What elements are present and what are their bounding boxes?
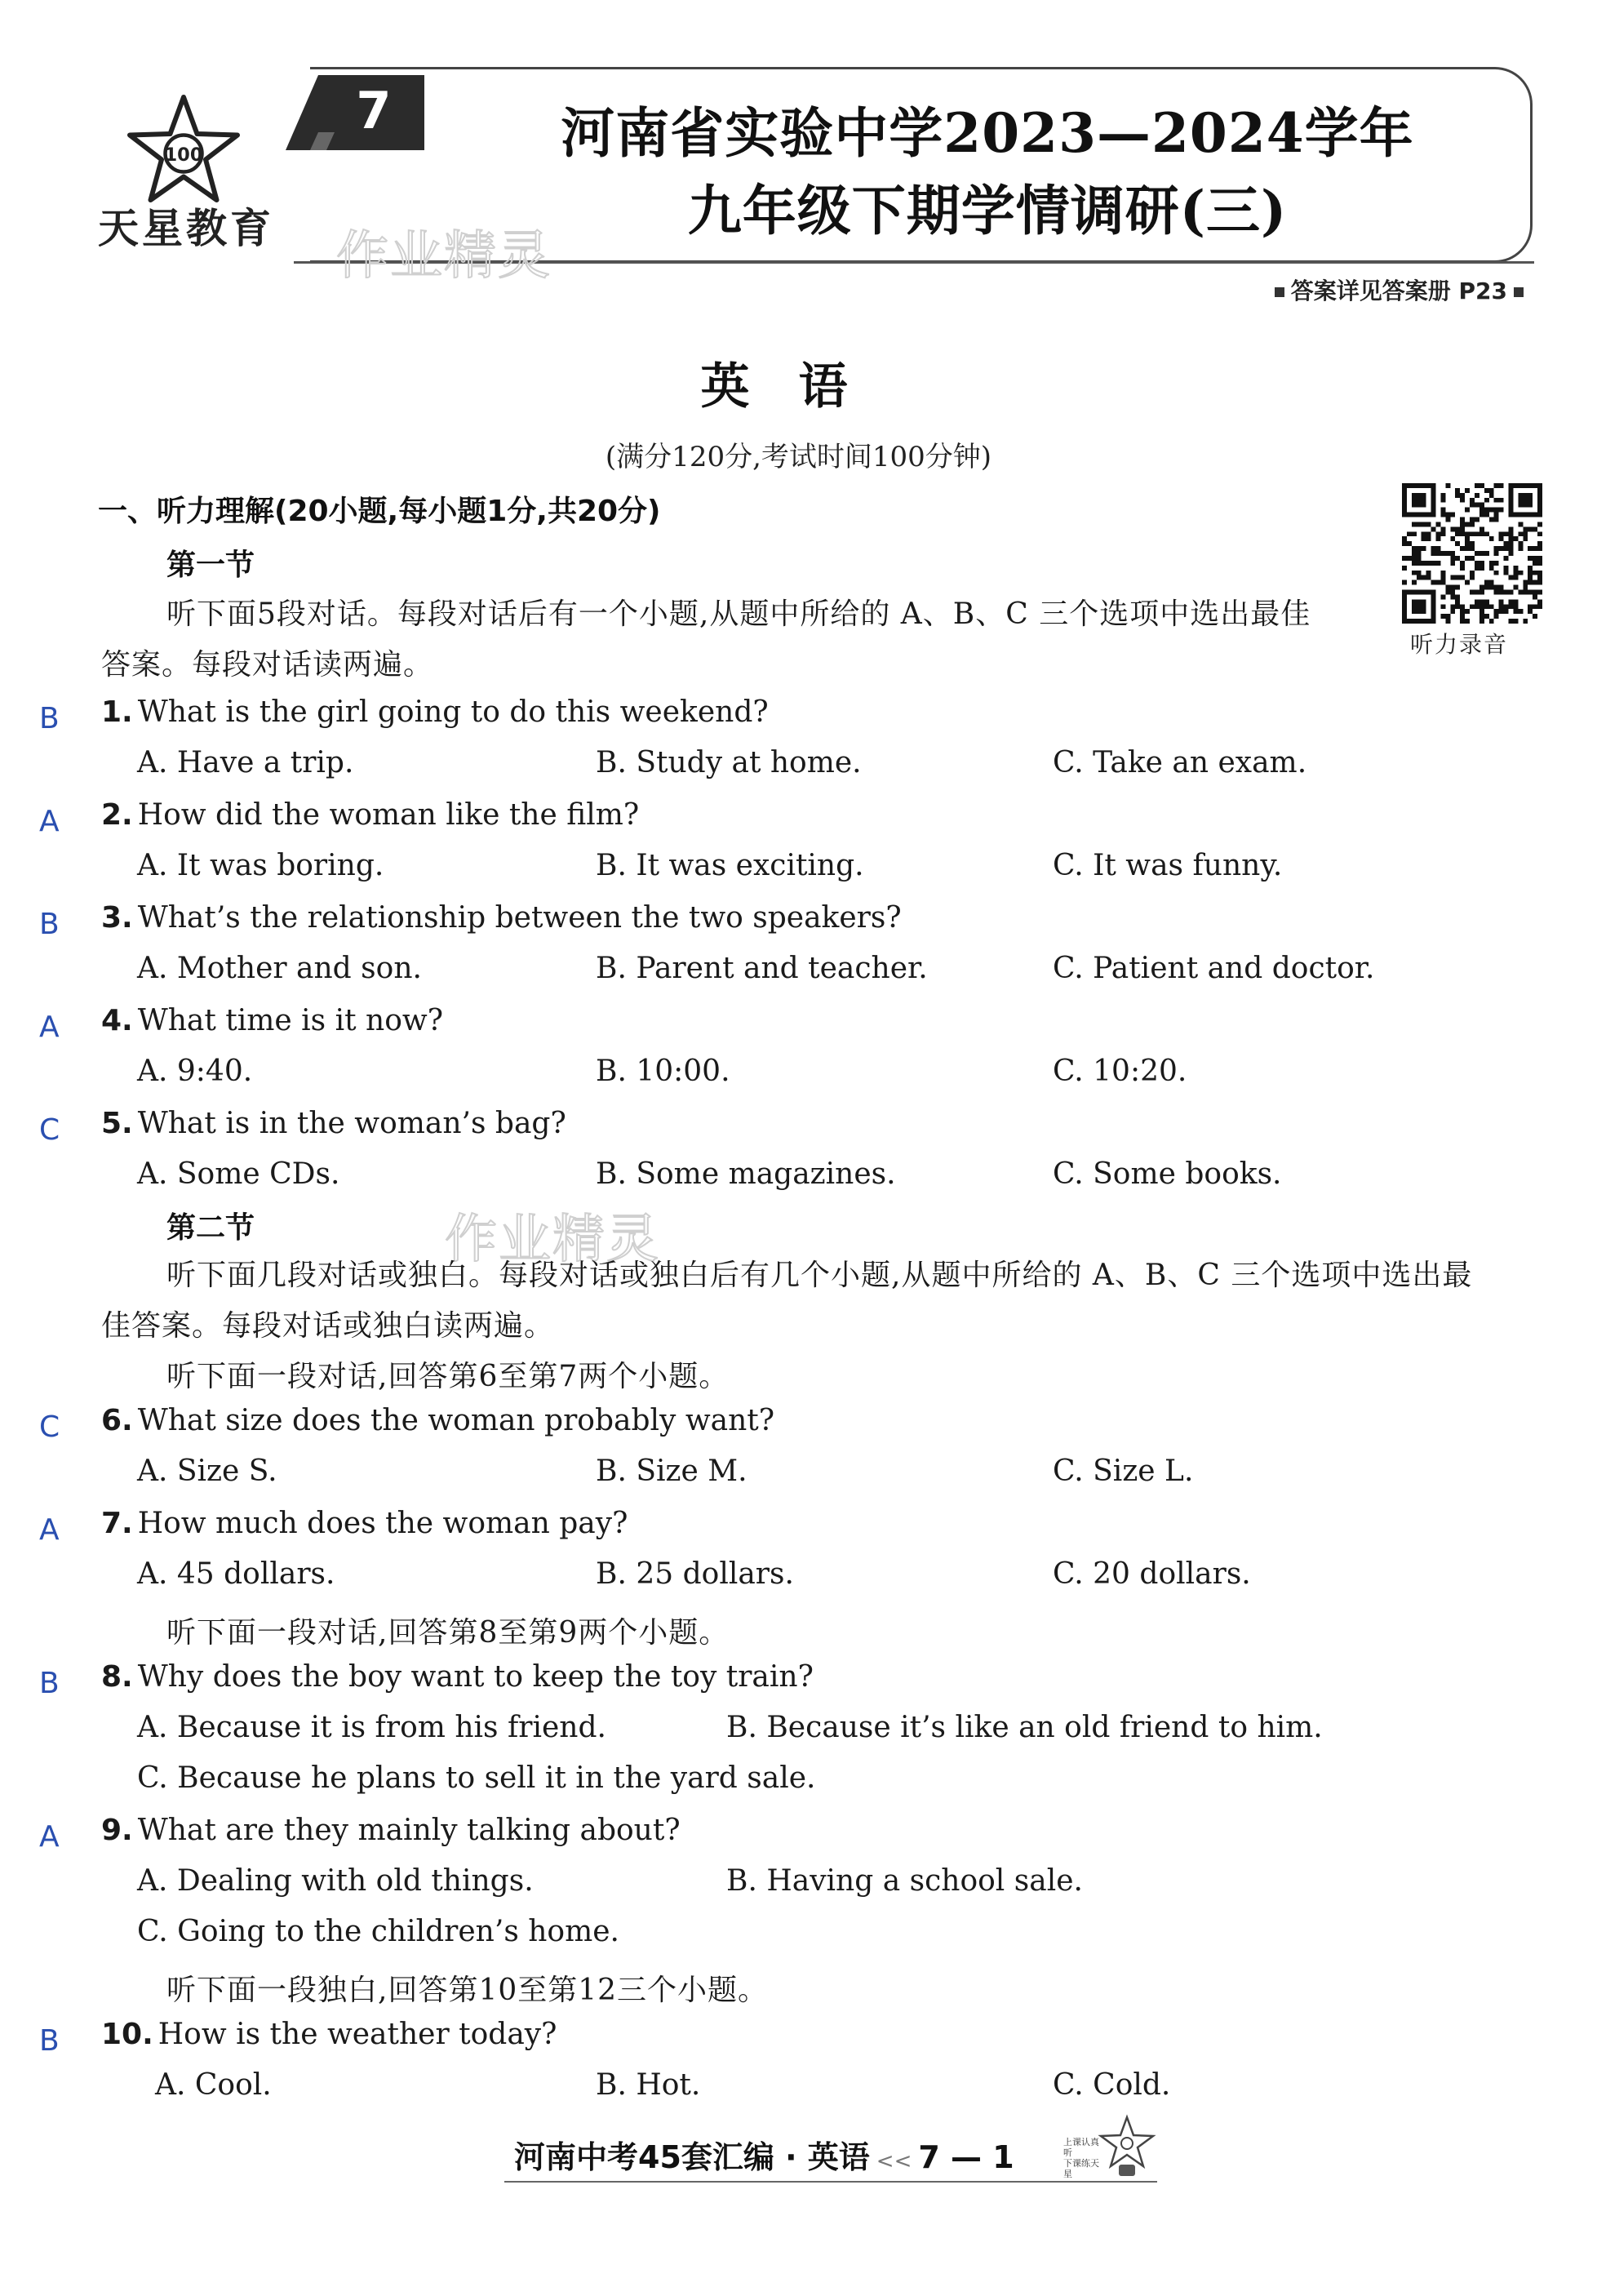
option-a: A. 9:40. [137,1055,253,1088]
question-number: 2. [101,798,133,832]
option-a: A. Mother and son. [137,952,422,985]
option-c: C. Patient and doctor. [1053,952,1375,985]
question-text: What’s the relationship between the two speakers? [137,901,902,935]
exam-title-line1: 河南省实验中学2023—2024学年 [561,101,1414,165]
question-stem [101,2018,557,2051]
question-number: 4. [101,1004,133,1037]
option-b: B. 25 dollars. [596,1557,794,1591]
option-a: A. Some CDs. [137,1157,340,1191]
qr-label: 听力录音 [1410,631,1509,658]
question-number: 6. [101,1404,133,1437]
answer-mark: B [39,2024,60,2058]
question-number: 3. [101,901,133,935]
option-c: C. Some books. [1053,1157,1282,1191]
instruction-q8-9: 听下面一段对话,回答第8至第9两个小题。 [166,1616,730,1650]
option-a: A. Cool. [155,2068,272,2102]
option-c: C. Cold. [1053,2068,1171,2102]
footer-slogan-line2: 下课练天星 [1063,2158,1099,2179]
qr-code-icon[interactable] [1402,483,1542,624]
option-c: C. It was funny. [1053,849,1283,882]
question-text: What time is it now? [137,1004,443,1037]
question-text: What size does the woman probably want? [137,1404,775,1437]
section-title: 一、听力理解(20小题,每小题1分,共20分) [98,495,661,528]
part1-heading: 第一节 [166,548,255,582]
question-stem [101,1660,814,1694]
part2-intro-line1: 听下面几段对话或独白。每段对话或独白后有几个小题,从题中所给的 A、B、C 三个选项中选出最 [166,1259,1473,1292]
question-number: 5. [101,1107,133,1140]
part2-heading: 第二节 [166,1211,255,1245]
question-stem [101,1107,566,1140]
answer-mark: C [39,1410,60,1444]
option-a: A. 45 dollars. [137,1557,335,1591]
square-bullet-icon [1275,287,1284,297]
question-text: How did the woman like the film? [137,798,640,832]
footer-text: 河南中考45套汇编 · 英语 [514,2139,870,2175]
option-c: C. Take an exam. [1053,746,1307,779]
star-logo-icon [122,90,245,212]
option-b: B. Size M. [596,1454,747,1488]
answer-mark: C [39,1113,60,1147]
instruction-q6-7: 听下面一段对话,回答第6至第7两个小题。 [166,1360,730,1393]
option-b: B. Some magazines. [596,1157,896,1191]
option-b: B. Having a school sale. [726,1864,1083,1898]
question-number: 10. [101,2018,153,2051]
option-a: A. Have a trip. [137,746,354,779]
answer-reference [1268,273,1530,306]
watermark: 作业精灵 [445,1210,660,1270]
option-c: C. 10:20. [1053,1055,1187,1088]
question-stem [101,1404,774,1437]
question-text: What are they mainly talking about? [137,1814,681,1847]
question-stem [101,1507,628,1540]
option-a: A. Because it is from his friend. [137,1711,606,1744]
question-stem [101,1814,681,1847]
question-text: How much does the woman pay? [137,1507,628,1540]
question-number: 7. [101,1507,133,1540]
square-bullet-icon [1514,287,1524,297]
watermark: 作业精灵 [336,226,552,286]
svg-text:100: 100 [164,144,203,166]
page-number: 7 — 1 [918,2139,1014,2175]
option-a: A. Size S. [137,1454,277,1488]
set-number: 7 [356,81,392,140]
subject-title: 英语 [700,358,897,415]
option-b: B. 10:00. [596,1055,730,1088]
question-text: How is the weather today? [157,2018,557,2051]
mascot-icon [1098,2114,1156,2179]
part2-intro-line2: 佳答案。每段对话或独白读两遍。 [101,1309,555,1343]
option-a: A. It was boring. [137,849,384,882]
answer-mark: B [39,1667,60,1700]
question-text: Why does the boy want to keep the toy train? [137,1660,814,1694]
exam-info: (满分120分,考试时间100分钟) [605,441,992,473]
answer-reference-text: 答案详见答案册 P23 [1290,278,1507,304]
answer-mark: A [39,1820,60,1854]
option-c: C. 20 dollars. [1053,1557,1251,1591]
question-number: 8. [101,1660,133,1694]
option-b: B. Study at home. [596,746,862,779]
question-stem [101,798,639,832]
question-stem [101,695,769,729]
option-c: C. Because he plans to sell it in the yard sale. [137,1761,816,1795]
question-stem [101,1004,443,1037]
option-c: C. Going to the children’s home. [137,1915,619,1948]
option-a: A. Dealing with old things. [137,1864,534,1898]
option-b: B. Because it’s like an old friend to him. [726,1711,1323,1744]
brand-logo-text: 天星教育 [98,205,274,252]
question-number: 9. [101,1814,133,1847]
answer-mark: B [39,908,60,941]
part1-intro-line2: 答案。每段对话读两遍。 [101,648,434,682]
option-b: B. Hot. [596,2068,701,2102]
answer-mark: A [39,805,60,838]
question-stem [101,901,902,935]
question-text: What is the girl going to do this weekend? [137,695,769,729]
question-text: What is in the woman’s bag? [137,1107,566,1140]
question-number: 1. [101,695,133,729]
instruction-q10-12: 听下面一段独白,回答第10至第12三个小题。 [166,1974,769,2007]
answer-mark: A [39,1513,60,1547]
option-b: B. Parent and teacher. [596,952,928,985]
footer [514,2132,1014,2177]
exam-title-line2: 九年级下期学情调研(三) [687,179,1288,242]
part1-intro-line1: 听下面5段对话。每段对话后有一个小题,从题中所给的 A、B、C 三个选项中选出最佳 [166,597,1311,631]
option-b: B. It was exciting. [596,849,864,882]
answer-mark: B [39,702,60,735]
footer-chevrons: << [876,2149,912,2174]
option-c: C. Size L. [1053,1454,1194,1488]
answer-mark: A [39,1010,60,1044]
footer-rule [504,2181,1157,2183]
footer-slogan-line1: 上课认真听 [1063,2137,1099,2158]
